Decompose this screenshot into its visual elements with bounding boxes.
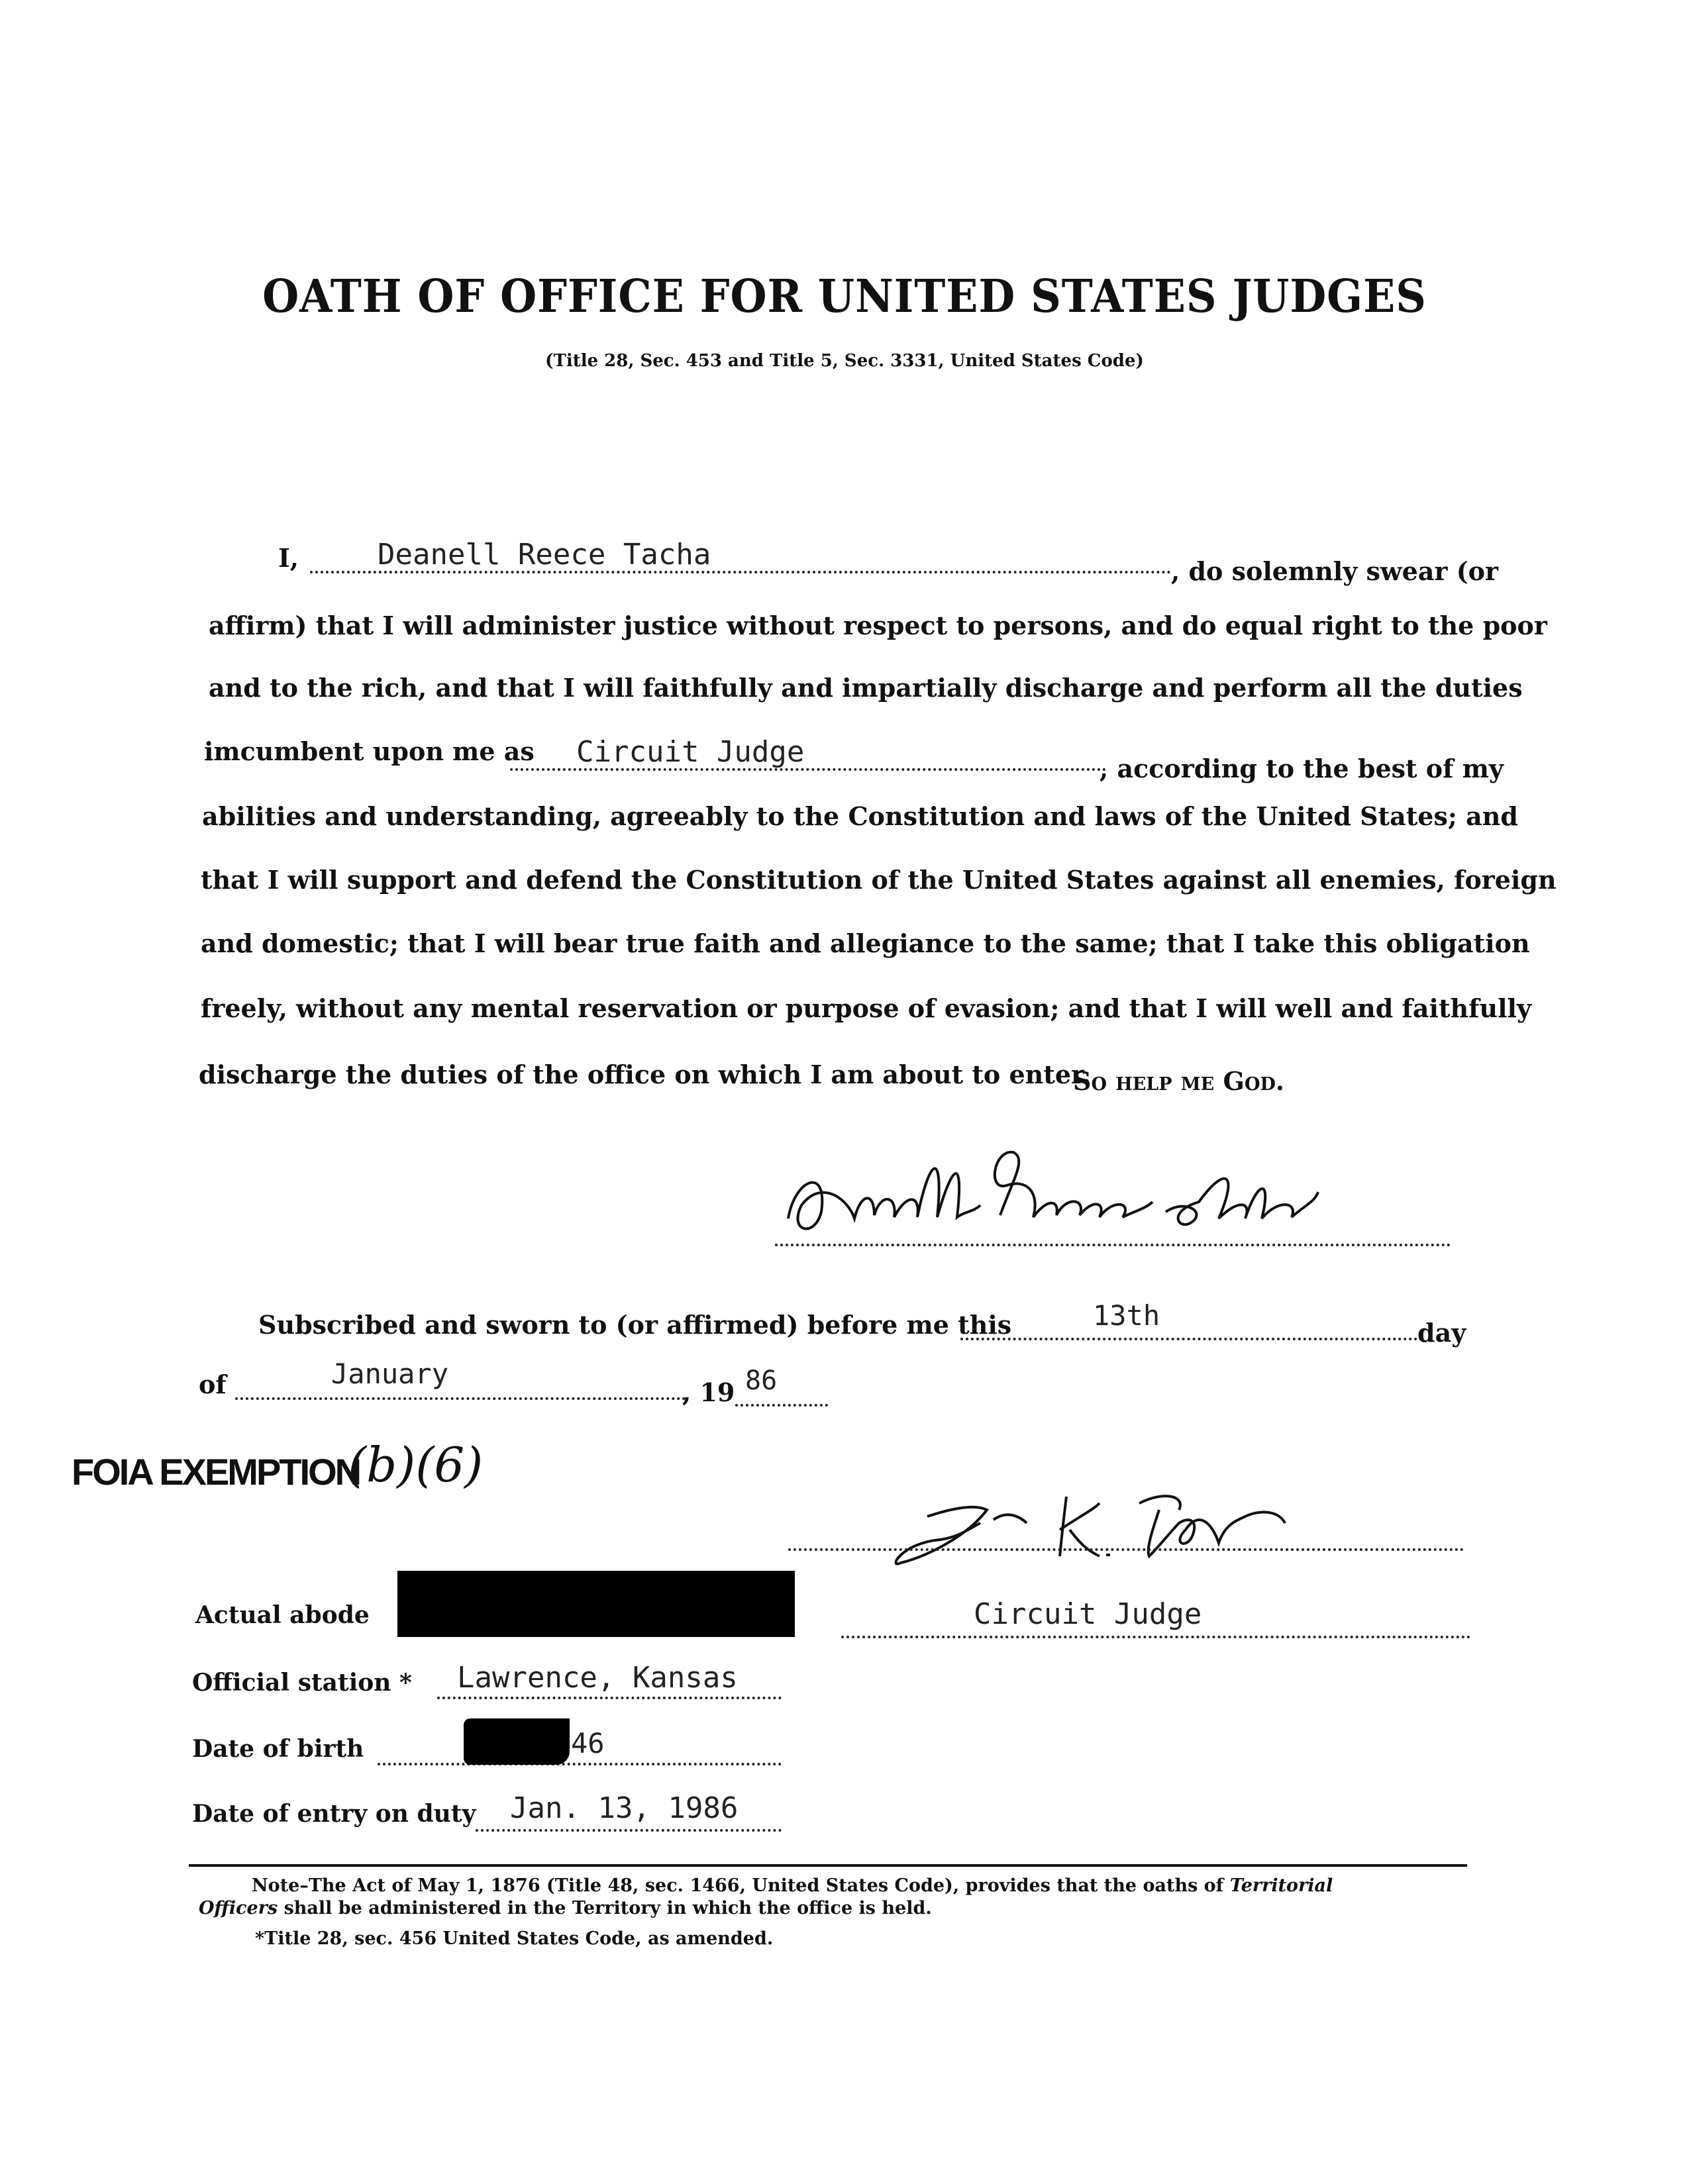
oath-line-2: affirm) that I will administer justice without respect to persons, and do equal right to the poor [209,611,1547,640]
officer-title-line [841,1636,1470,1638]
officer-title-value: Circuit Judge [974,1597,1202,1631]
sworn-text: Subscribed and sworn to (or affirmed) before me this [258,1310,1012,1340]
birth-value: 46 [571,1727,605,1760]
footnote-rule [189,1864,1467,1867]
note-1-officers: Officers [199,1898,278,1918]
note-1-line-2 [199,1898,932,1918]
sworn-day-label: day [1417,1318,1466,1348]
oath-line-8: freely, without any mental reservation or purpose of evasion; and that I will well and faithfully [201,993,1532,1023]
form-subtitle: (Title 28, Sec. 453 and Title 5, Sec. 3331, United States Code) [545,351,1144,371]
officer-signature [888,1483,1311,1576]
sworn-month-value: January [331,1358,449,1390]
entry-label: Date of entry on duty [192,1800,476,1828]
oath-position-value: Circuit Judge [576,735,805,769]
day-dotted-line [960,1338,1417,1340]
note-1-territorial: Territorial [1229,1875,1333,1896]
oath-closing: So help me God. [1073,1066,1285,1096]
sworn-of-label: of [199,1369,227,1399]
foia-exemption-code: (b)(6) [348,1437,484,1493]
note-1-text: Note–The Act of May 1, 1876 (Title 48, sec. 1466, United States Code), provides that the oaths of [252,1875,1224,1896]
birth-label: Date of birth [192,1735,364,1763]
oath-line-7: and domestic; that I will bear true faith and allegiance to the same; that I take this obligation [201,928,1530,958]
sworn-day-value: 13th [1093,1299,1160,1332]
station-dotted-line [437,1697,782,1699]
station-label: Official station * [192,1669,412,1697]
sworn-year-value: 86 [745,1365,778,1396]
birth-redaction [464,1718,570,1765]
sworn-year-prefix: , 19 [682,1377,735,1407]
abode-redaction [397,1571,795,1637]
oath-line-5: abilities and understanding, agreeably to the Constitution and laws of the United States; and [202,801,1518,831]
oath-line-6: that I will support and defend the Constitution of the United States against all enemies, foreign [201,865,1557,895]
foia-exemption-label: FOIA EXEMPTION [72,1451,360,1493]
oath-line-9: discharge the duties of the office on which I am about to enter. [199,1060,1091,1089]
month-dotted-line [235,1397,686,1400]
entry-dotted-line [476,1829,782,1832]
oath-line-4-suffix: , according to the best of my [1100,754,1504,783]
oath-line-4-prefix: imcumbent upon me as [204,736,535,766]
oath-prefix: I, [278,543,299,573]
year-dotted-line [735,1404,828,1407]
oath-line-3: and to the rich, and that I will faithfully and impartially discharge and perform all the duties [209,673,1523,703]
officer-signature-line [788,1548,1464,1551]
abode-label: Actual abode [195,1601,370,1629]
form-title: OATH OF OFFICE FOR UNITED STATES JUDGES [262,270,1427,323]
oath-after-name: , do solemnly swear (or [1171,556,1499,586]
birth-dotted-line [378,1763,782,1765]
note-1-line-2-text: shall be administered in the Territory in which the office is held. [283,1898,932,1918]
oath-name-value: Deanell Reece Tacha [378,538,711,571]
note-1-line-1 [252,1875,1333,1896]
note-2: *Title 28, sec. 456 United States Code, as amended. [255,1928,774,1949]
station-value: Lawrence, Kansas [457,1661,738,1695]
judge-signature [775,1139,1451,1252]
entry-value: Jan. 13, 1986 [510,1791,739,1825]
judge-signature-line [775,1244,1451,1246]
